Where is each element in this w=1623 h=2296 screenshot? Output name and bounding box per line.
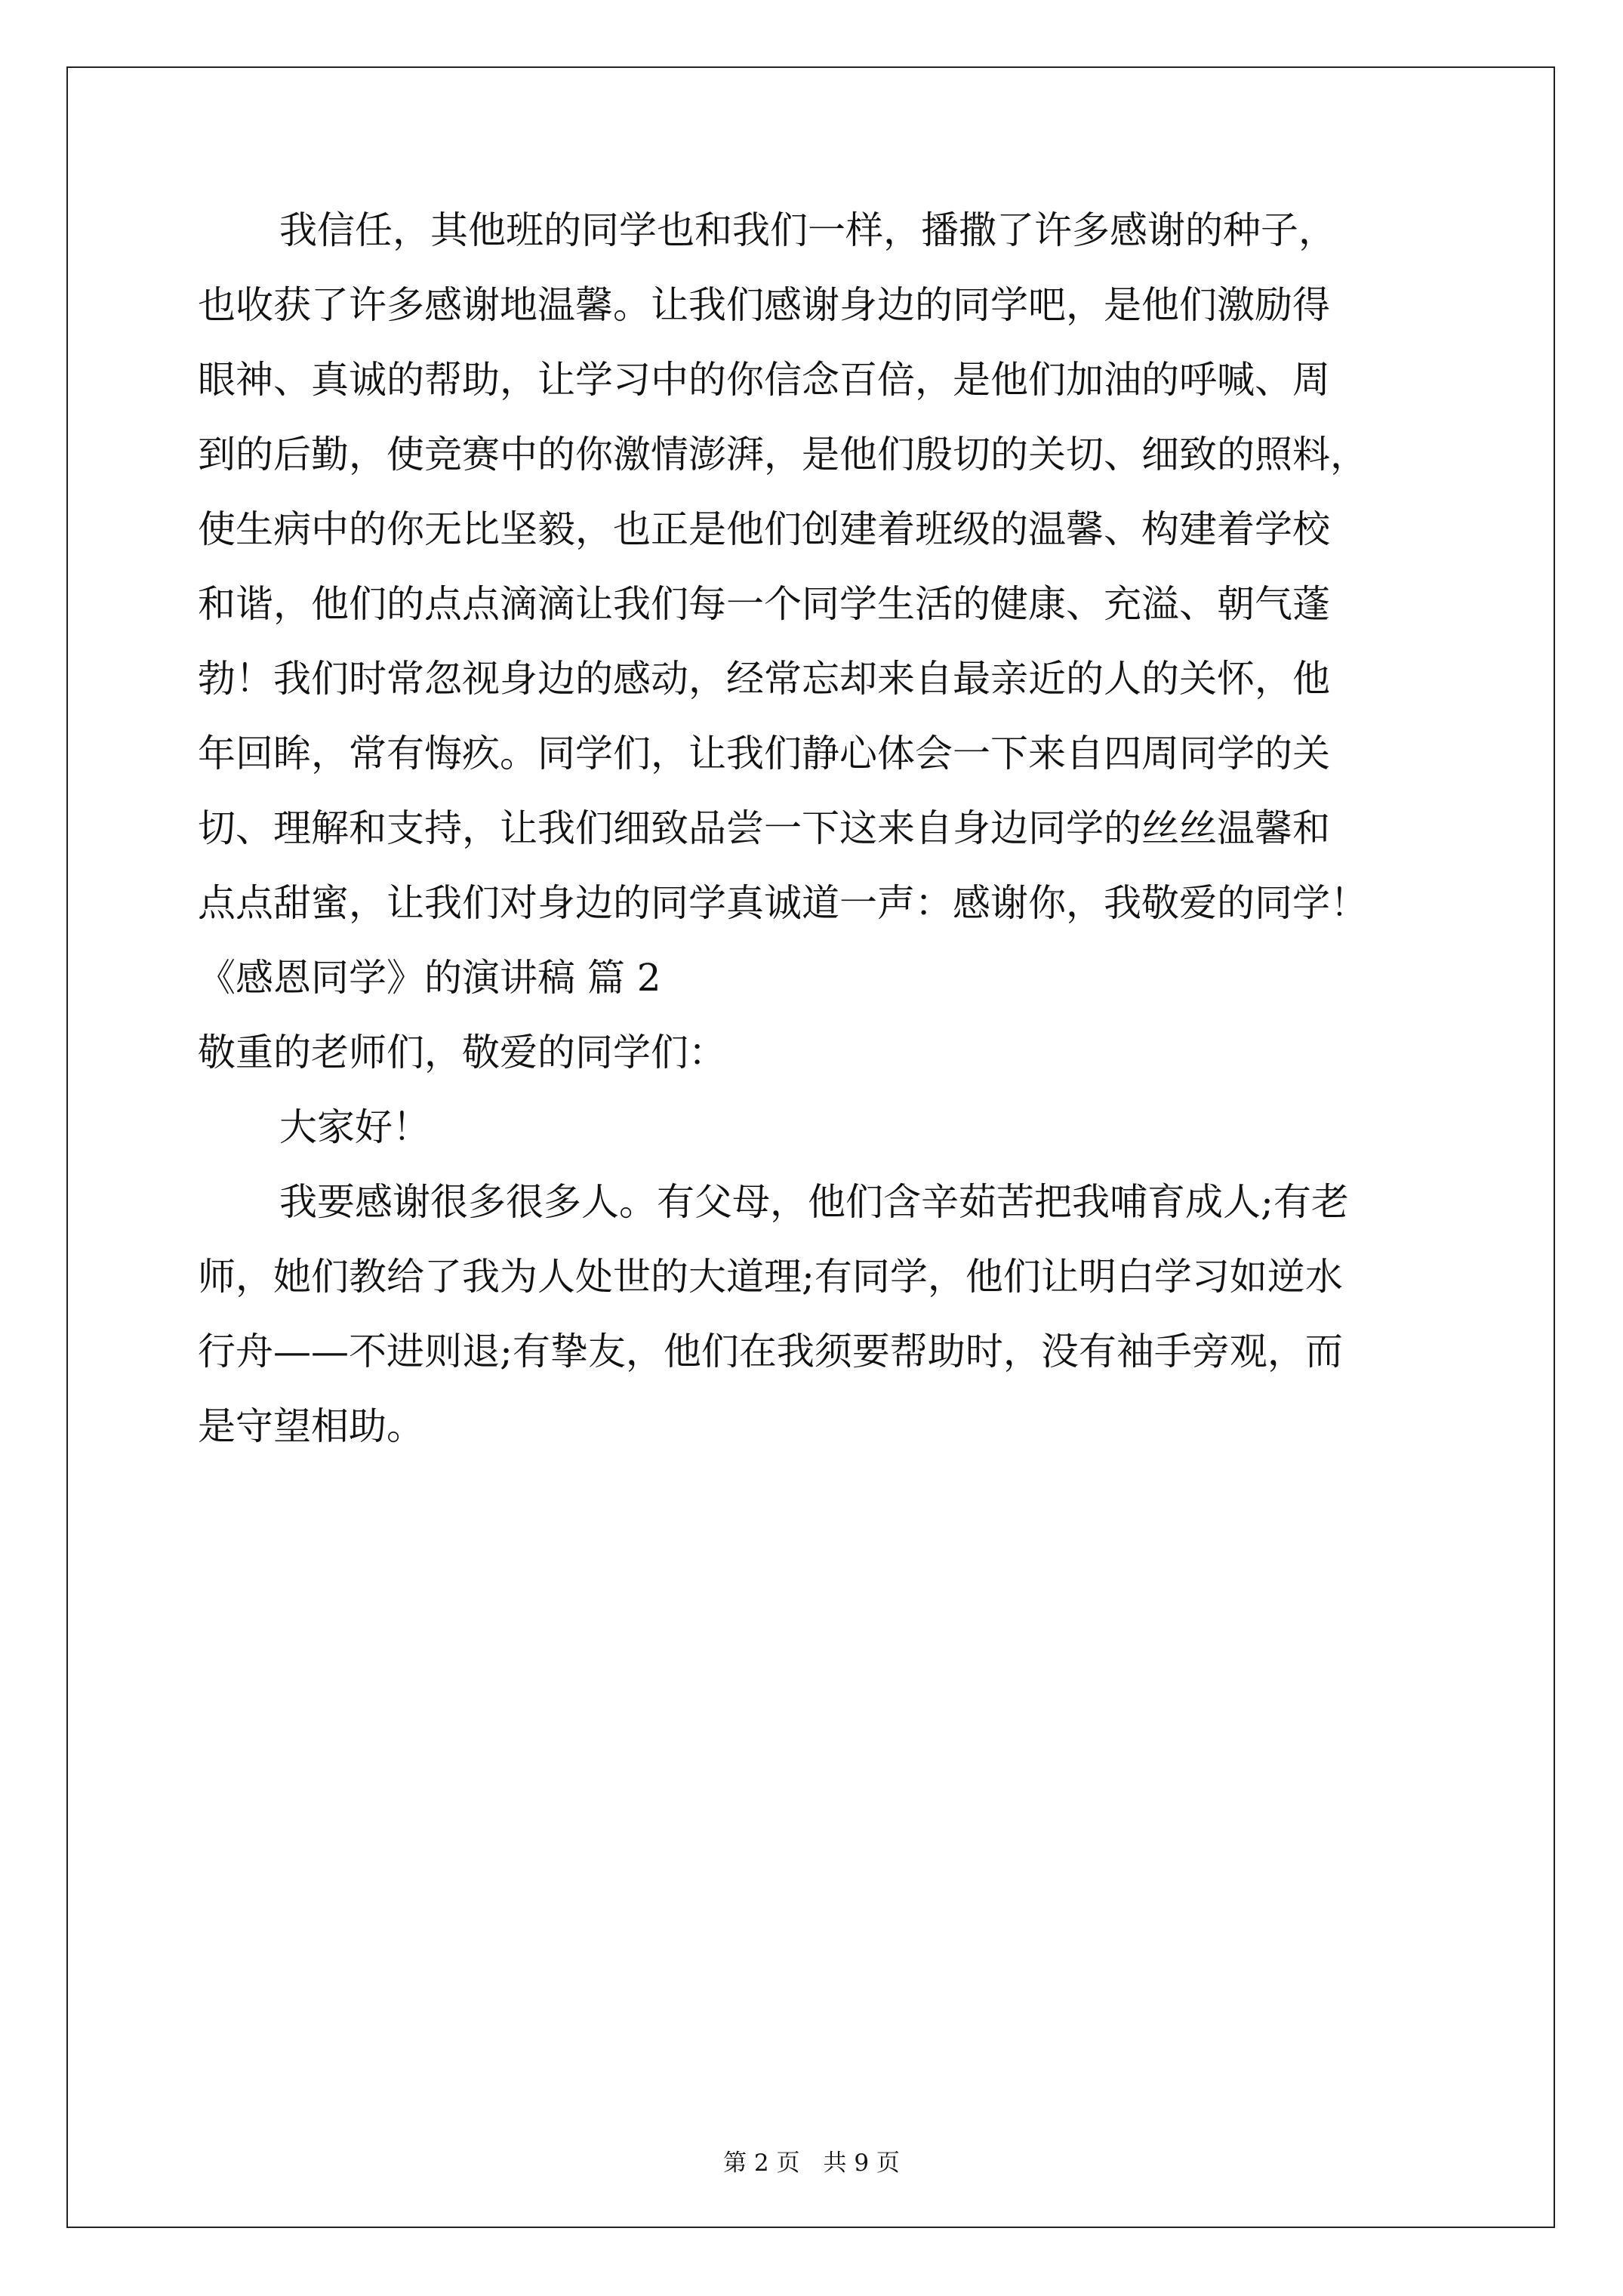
paragraph-line: 也收获了许多感谢地温馨。让我们感谢身边的同学吧，是他们激励得 xyxy=(198,283,1330,327)
section-heading: 《感恩同学》的演讲稿 篇 2 xyxy=(198,956,661,1000)
page-number: 第 2 页 共 9 页 xyxy=(723,2150,900,2177)
greeting: 大家好！ xyxy=(279,1105,430,1149)
paragraph-line: 使生病中的你无比坚毅，也正是他们创建着班级的温馨、构建着学校 xyxy=(198,507,1330,551)
paragraph-line: 年回眸，常有悔疚。同学们，让我们静心体会一下来自四周同学的关 xyxy=(198,732,1330,775)
salutation: 敬重的老师们，敬爱的同学们： xyxy=(198,1031,726,1074)
paragraph-line: 和谐，他们的点点滴滴让我们每一个同学生活的健康、充溢、朝气蓬 xyxy=(198,582,1330,626)
paragraph-line: 切、理解和支持，让我们细致品尝一下这来自身边同学的丝丝温馨和 xyxy=(198,806,1330,850)
paragraph-line: 点点甜蜜，让我们对身边的同学真诚道一声：感谢你，我敬爱的同学！ xyxy=(198,881,1368,925)
paragraph-line: 到的后勤，使竞赛中的你激情澎湃，是他们殷切的关切、细致的照料， xyxy=(198,433,1368,476)
paragraph-line: 师，她们教给了我为人处世的大道理;有同学，他们让明白学习如逆水 xyxy=(198,1255,1343,1299)
paragraph-line: 勃！我们时常忽视身边的感动，经常忘却来自最亲近的人的关怀，他 xyxy=(198,657,1330,701)
paragraph-line: 行舟——不进则退;有挚友，他们在我须要帮助时，没有袖手旁观，而 xyxy=(198,1330,1343,1373)
paragraph-line: 是守望相助。 xyxy=(198,1404,424,1448)
paragraph-line: 我信任，其他班的同学也和我们一样，播撒了许多感谢的种子， xyxy=(279,208,1336,252)
paragraph-line: 我要感谢很多很多人。有父母，他们含辛茹苦把我哺育成人;有老 xyxy=(279,1180,1349,1224)
paragraph-line: 眼神、真诚的帮助，让学习中的你信念百倍，是他们加油的呼喊、周 xyxy=(198,358,1330,402)
